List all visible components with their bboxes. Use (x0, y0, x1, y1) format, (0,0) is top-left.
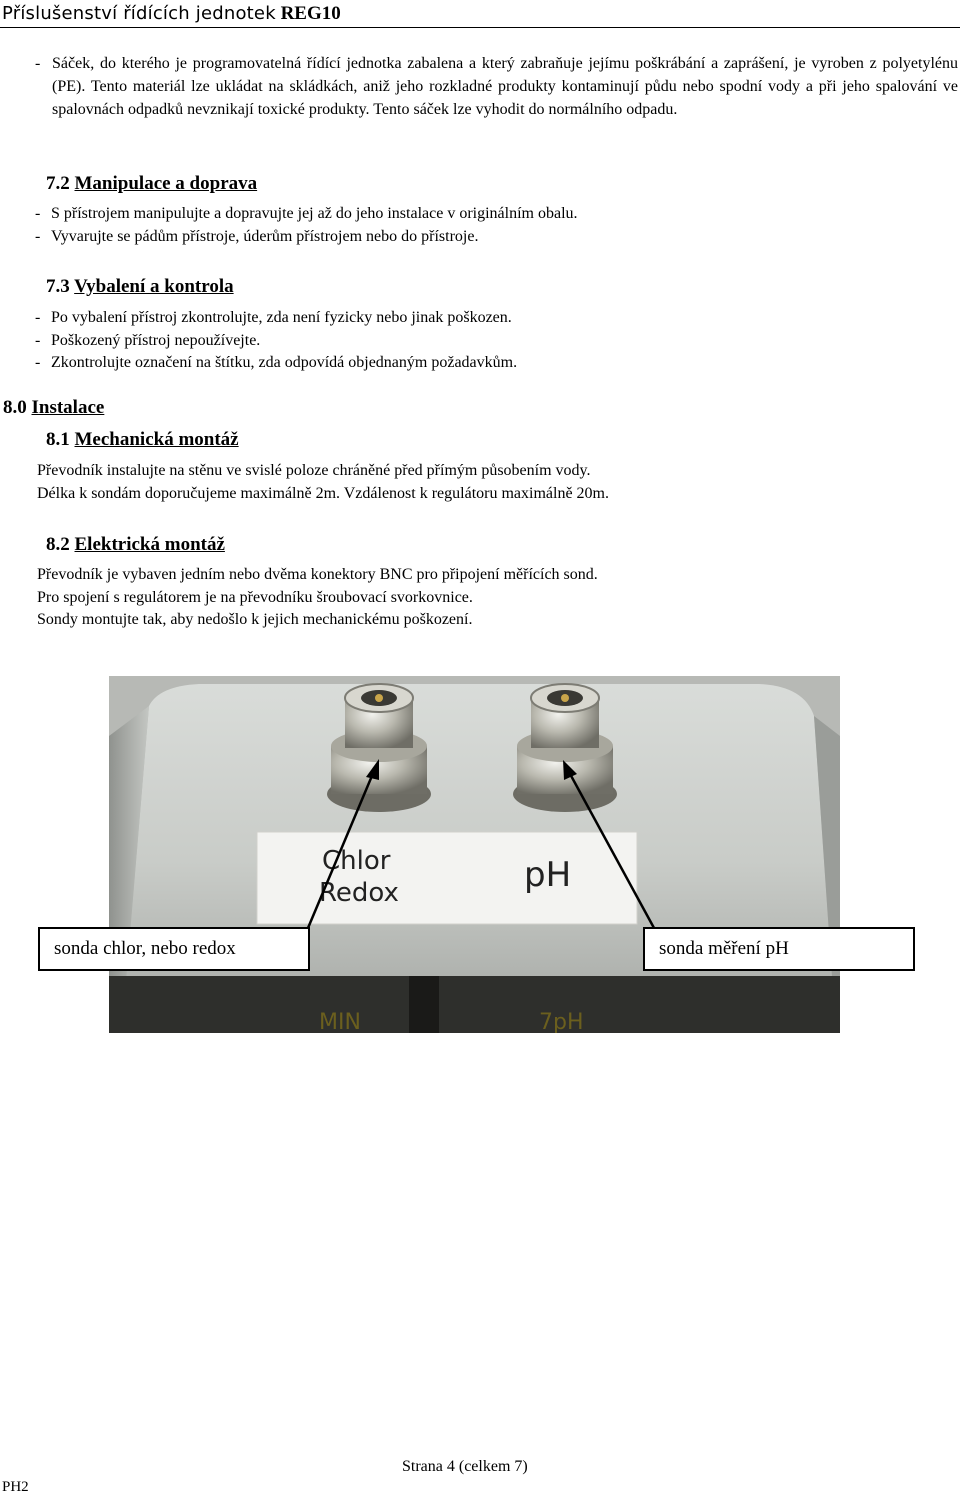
section-7-2-bullet-text: S přístrojem manipulujte a dopravujte jej až do jeho instalace v originálním obalu. (51, 205, 578, 222)
section-7-2-bullet-text: Vyvarujte se pádům přístroje, úderům přístrojem nebo do přístroje. (51, 228, 479, 245)
section-8-1-line: Délka k sondám doporučujeme maximálně 2m. Vzdálenost k regulátoru maximálně 20m. (37, 485, 609, 502)
section-8-1-title: Mechanická montáž (74, 429, 239, 450)
section-7-2-number: 7.2 (46, 173, 70, 194)
section-7-3-bullet-text: Po vybalení přístroj zkontrolujte, zda není fyzicky nebo jinak poškozen. (51, 309, 512, 326)
section-8-2-line: Pro spojení s regulátorem je na převodníku šroubovací svorkovnice. (37, 589, 473, 606)
page-header (0, 0, 960, 28)
section-8-2-line: Převodník je vybaven jedním nebo dvěma konektory BNC pro připojení měřících sond. (37, 566, 598, 583)
section-7-2-bullet: - S přístrojem manipulujte a dopravujte jej až do jeho instalace v originálním obalu. (35, 205, 578, 222)
section-7-2-heading (46, 172, 257, 196)
photo-redox-label: Redox (319, 878, 399, 908)
section-7-2-title: Manipulace a doprava (74, 173, 258, 194)
section-8-1-number: 8.1 (46, 429, 70, 450)
photo-min-label: MIN (319, 1010, 361, 1033)
section-8-2-line: Sondy montujte tak, aby nedošlo k jejich mechanickému poškození. (37, 611, 473, 628)
photo-ph-label: pH (524, 855, 572, 895)
page-number: Strana 4 (celkem 7) (402, 1458, 528, 1475)
section-7-3-bullet: - Zkontrolujte označení na štítku, zda odpovídá objednaným požadavkům. (35, 354, 518, 371)
callout-ph: sonda měření pH (643, 927, 915, 971)
section-8-0-title: Instalace (31, 397, 105, 418)
section-8-1-line: Převodník instalujte na stěnu ve svislé poloze chráněné před přímým působením vody. (37, 462, 591, 479)
section-7-3-bullet-text: Poškozený přístroj nepoužívejte. (51, 332, 261, 349)
intro-bullet-dash: - (35, 55, 41, 72)
header-title: Příslušenství řídících jednotek (2, 3, 276, 24)
section-7-3-bullet: - Po vybalení přístroj zkontrolujte, zda není fyzicky nebo jinak poškozen. (35, 309, 512, 326)
section-8-0-heading (3, 396, 104, 420)
section-8-0-number: 8.0 (3, 397, 27, 418)
section-7-2-bullet: - Vyvarujte se pádům přístroje, úderům přístrojem nebo do přístroje. (35, 228, 479, 245)
callout-chlor-redox: sonda chlor, nebo redox (38, 927, 310, 971)
photo-7ph-label: 7pH (539, 1010, 584, 1033)
section-8-2-heading (46, 533, 225, 557)
section-8-1-heading (46, 428, 239, 452)
section-8-2-title: Elektrická montáž (74, 534, 225, 555)
header-model: REG10 (280, 3, 341, 24)
document-code: PH2 (2, 1479, 29, 1495)
section-7-3-bullet-text: Zkontrolujte označení na štítku, zda odpovídá objednaným požadavkům. (51, 354, 518, 371)
device-photo (109, 676, 840, 1033)
section-7-3-number: 7.3 (46, 276, 70, 297)
intro-bullet-text: Sáček, do kterého je programovatelná řídící jednotka zabalena a který zabraňuje jejímu poškrábání a zaprášení, je vyroben z polyetylénu (PE). Tento materiál lze ukládat na skládkách, aniž jeho rozkladné produkty kontaminují půdu nebo spodní vody a při jeho spalování ve spalovnách odpadků nevznikají toxické produkty. Tento sáček lze vyhodit do normálního odpadu. (52, 55, 958, 118)
section-7-3-bullet: - Poškozený přístroj nepoužívejte. (35, 332, 261, 349)
photo-chlor-label: Chlor (322, 846, 391, 876)
section-7-3-title: Vybalení a kontrola (74, 276, 234, 297)
section-7-3-heading (46, 275, 234, 299)
section-8-2-number: 8.2 (46, 534, 70, 555)
